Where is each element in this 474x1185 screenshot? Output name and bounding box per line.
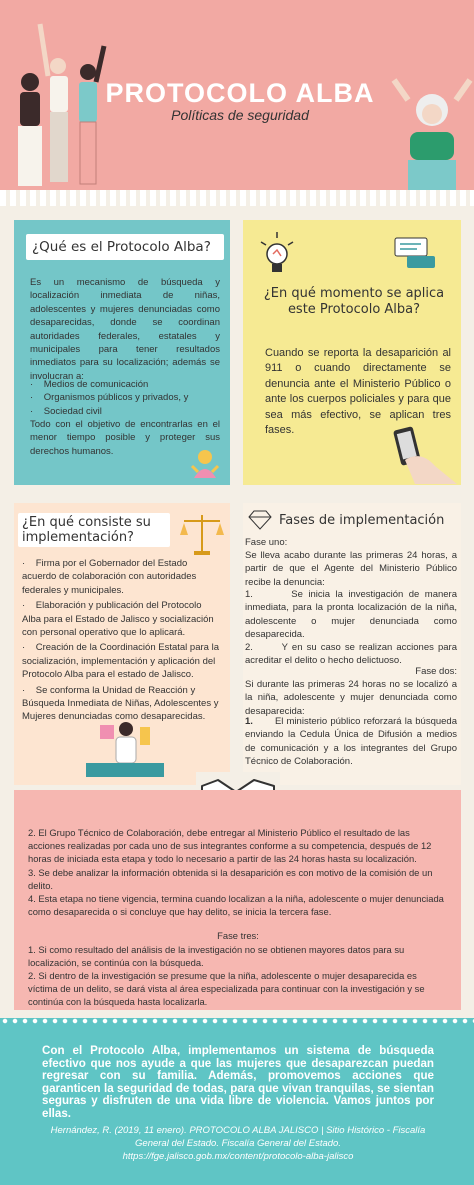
panel-fases [243,503,461,785]
reference-citation: Hernández, R. (2019, 11 enero). PROTOCOLO ALBA JALISCO | Sitio Histórico - Fiscalía General del Estado. Fiscalía General del Estado. [50,1125,426,1149]
women-group-illustration [8,4,108,190]
phone-hand-icon [391,426,457,484]
list-item: · Creación de la Coordinación Estatal para la socialización, implementación y aplicación del Protocolo Alba para el estado de Jalisco. [22,642,219,681]
list-item: 4. Esta etapa no tiene vigencia, termina cuando localizan a la niña, adolescente o mujer denunciada como desaparecida o si concluye que hay delito, se inicia la tercera fase. [28,893,444,918]
shrug-emoji-icon [190,446,220,478]
list-item: · Organismos públicos y privados, y [30,392,189,404]
woman-raising-arms-illustration [390,70,474,190]
doctor-microscope-illustration [82,715,168,779]
fase-uno-item-1: 1. Se inicia la investigación de manera inmediata, para la pronta localización de la niña, adolescente o mujer denunciada como desaparecida. [245,589,457,641]
panel-momento [243,220,461,485]
scales-icon [178,509,226,557]
diamond-icon [247,509,273,531]
que-es-list [30,378,220,418]
continua-list [28,826,448,1009]
list-item: · Medios de comunicación [30,379,149,390]
decorative-dots [0,1016,474,1026]
page-subtitle: Políticas de seguridad [171,107,309,123]
header-banner [0,0,474,190]
footer-message: Con el Protocolo Alba, implementamos un sistema de búsqueda efectivo que nos ayude a que las mujeres que desaparezcan puedan regresar con su familia. Además, promovemos acciones que garanticen la seguridad de todas, para que vivan tranquilas, se sientan seguras y disfruten de una vida libre de violencia. Vamos juntos por ellas. [42,1044,434,1120]
que-es-intro: Es un mecanismo de búsqueda y localización inmediata de niñas, adolescentes y mujeres denunciadas como desaparecidas, donde se coordinan autoridades federales, estatales y municipales para tener resultados inmediatos para su localización; además se involucran a: [30,277,220,382]
list-item: 2. El Grupo Técnico de Colaboración, debe entregar al Ministerio Público el resultado de las acciones realizadas por cada uno de sus integrantes conforme a su competencia, después de 12 horas de iniciada esta etapa y todo lo necesario a partir de las 24 horas hasta su localización. [28,827,432,865]
reference-url[interactable]: https://fge.jalisco.gob.mx/content/protocolo-alba-jalisco [122,1151,354,1162]
list-item: · Sociedad civil [30,405,102,417]
fase-uno-intro: Se lleva acabo durante las primeras 24 horas, a partir de que el Agente del Ministerio Público recibe la denuncia: [245,550,457,588]
consiste-heading: ¿En qué consiste su implementación? [18,513,170,547]
panel-consiste [14,503,230,785]
fase-tres-title: Fase tres: [217,930,259,942]
lightbulb-icon [257,230,297,284]
chat-bubble-icon [393,236,439,272]
momento-heading: ¿En qué momento se aplica este Protocolo Alba? [263,286,445,317]
footer-reference [44,1124,432,1163]
fase-uno-title: Fase uno: [245,537,288,548]
panel-continua [14,790,461,1010]
fase-uno-item-2: 2. Y en su caso se realizan acciones para acreditar el delito o hecho delictuoso. [245,642,457,667]
list-item: · Elaboración y publicación del Protocolo Alba para el Estado de Jalisco y socialización con personal operativo que lo aplicará. [22,600,214,639]
panel-que-es [14,220,230,485]
list-item: 2. Si dentro de la investigación se presume que la niña, adolescente o mujer desaparecida es víctima de un delito, se dará vista al área especializada para continuar con la investigación y se continúa con la búsqueda hasta localizarla. [28,970,425,1008]
list-item: 3. Se debe analizar la información obtenida si la desaparición es con motivo de la comisión de un delito. [28,866,433,891]
list-item: · Se conforma la Unidad de Reacción y Búsqueda Inmediata de Niñas, Adolescentes y Mujeres denunciadas como desaparecidas. [22,684,219,723]
fase-dos-intro: Si durante las primeras 24 horas no se localizó a la niña, adolescente y mujer denunciada como desaparecida: [245,679,457,717]
page-title: PROTOCOLO ALBA [105,78,375,108]
list-item: · Firma por el Gobernador del Estado acuerdo de colaboración con autoridades federales y municipales. [22,558,197,596]
fases-heading: Fases de implementación [279,513,445,528]
consiste-list [22,557,222,724]
fase-dos-title: Fase dos: [415,666,457,677]
que-es-heading: ¿Qué es el Protocolo Alba? [26,234,224,260]
list-item: 1. Si como resultado del análisis de la investigación no se obtienen mayores datos para su localización, se continúa con la búsqueda. [28,943,405,968]
decorative-stripe [0,190,474,206]
que-es-closing: Todo con el objetivo de encontrarlas en el menor tiempo posible y proteger sus derechos humanos. [30,419,220,457]
fase-dos-item-1: 1. El ministerio público reforzará la búsqueda enviando la Cedula Única de Difusión a medios de comunicación y a los integrantes del Grupo Técnico de Colaboración. [245,716,457,768]
momento-text: Cuando se reporta la desaparición al 911 o cuando directamente se denuncia ante el Ministerio Público o ante los cuerpos policiales y para que sea más efectivo, se aplican tres fases. [265,347,451,437]
